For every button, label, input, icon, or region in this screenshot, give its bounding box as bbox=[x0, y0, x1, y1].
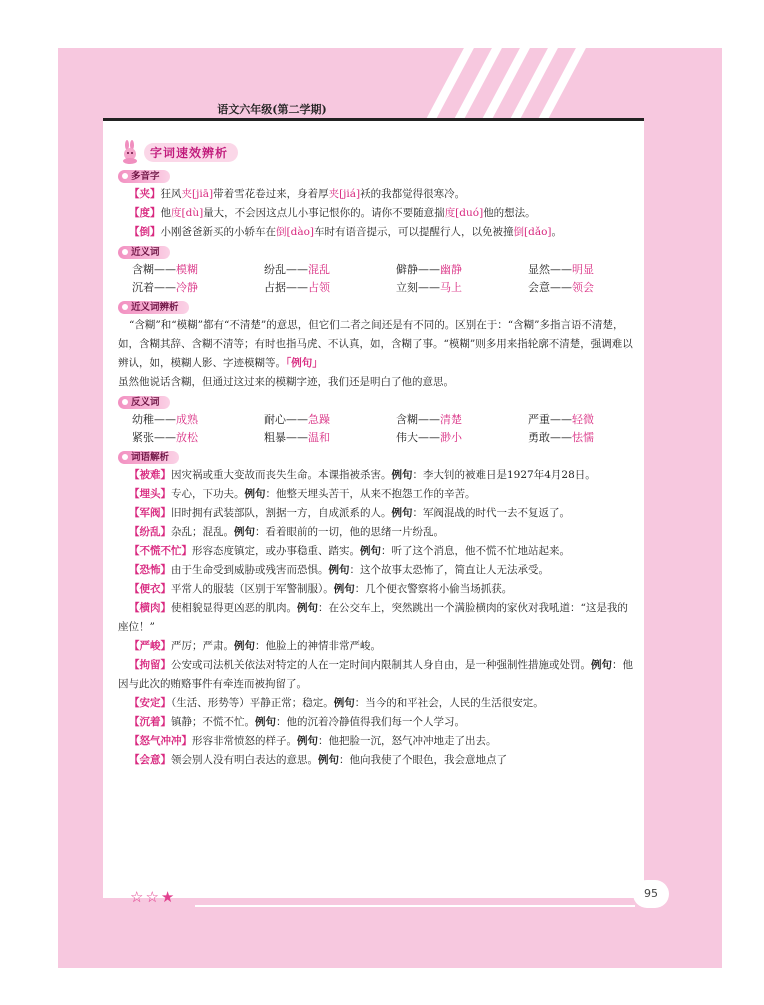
antonym-pair bbox=[264, 411, 396, 429]
word-example: ：听了这个消息，他不慌不忙地站起来。 bbox=[381, 545, 570, 557]
word-meaning-list bbox=[118, 466, 638, 770]
pinyin-reading: 度[dù] bbox=[171, 207, 204, 219]
word-meaning-item bbox=[118, 504, 638, 523]
page-header-title: 语文六年级(第二学期) bbox=[217, 103, 327, 116]
polyphone-text: 带着雪花卷过来，身着厚 bbox=[213, 188, 329, 200]
example-label: 例句 bbox=[244, 488, 266, 500]
synonym-answer: 明显 bbox=[572, 263, 594, 276]
antonym-word: 紧张—— bbox=[132, 431, 176, 444]
word-meaning-item bbox=[118, 523, 638, 542]
synonym-word: 含糊—— bbox=[132, 263, 176, 276]
polyphone-item bbox=[118, 223, 638, 242]
word-definition: 专心，下功夫。 bbox=[171, 488, 245, 500]
word-definition: 由于生命受到威胁或残害而恐惧。 bbox=[171, 564, 329, 576]
word-key: 【沉着】 bbox=[129, 716, 171, 728]
word-definition: 形容态度镇定，或办事稳重、踏实。 bbox=[192, 545, 360, 557]
polyphone-key: 【度】 bbox=[129, 207, 161, 219]
example-label: 例句 bbox=[318, 754, 339, 766]
synonym-answer: 占领 bbox=[308, 281, 330, 294]
synonym-word: 沉着—— bbox=[132, 281, 176, 294]
word-definition: （生活、形势等）平静正常；稳定。 bbox=[171, 697, 334, 709]
example-label: 例句 bbox=[333, 583, 355, 595]
word-key: 【埋头】 bbox=[129, 488, 171, 500]
synonym-pair bbox=[396, 279, 528, 297]
antonym-answer: 轻微 bbox=[572, 413, 594, 426]
word-meaning-item bbox=[118, 694, 638, 713]
word-definition: 领会别人没有明白表达的意思。 bbox=[171, 754, 318, 766]
synonym-answer: 幽静 bbox=[440, 263, 462, 276]
synonym-answer: 领会 bbox=[572, 281, 594, 294]
footer-rule bbox=[195, 905, 635, 907]
example-label: 例句 bbox=[234, 640, 255, 652]
pinyin-reading: 夹[jiā] bbox=[181, 188, 214, 200]
synonym-answer: 冷静 bbox=[176, 281, 198, 294]
word-key: 【军阀】 bbox=[129, 507, 171, 519]
example-label: 例句 bbox=[297, 602, 318, 614]
synonym-analysis-example: 虽然他说话含糊，但通过这过来的模糊字迹，我们还是明白了他的意思。 bbox=[118, 376, 454, 388]
word-example: ：当今的和平社会，人民的生活很安定。 bbox=[354, 697, 544, 709]
polyphone-text: 。 bbox=[551, 226, 562, 238]
synonym-word: 纷乱—— bbox=[264, 263, 308, 276]
antonym-word: 幼稚—— bbox=[132, 413, 176, 426]
polyphone-text: 袄的我都觉得很寒冷。 bbox=[360, 188, 466, 200]
main-content bbox=[118, 140, 638, 770]
synonym-pair bbox=[528, 279, 652, 297]
example-label: 例句 bbox=[391, 469, 413, 481]
word-meaning-item bbox=[118, 599, 638, 637]
synonym-answer: 马上 bbox=[440, 281, 462, 294]
antonym-pair bbox=[396, 411, 528, 429]
antonym-pair bbox=[528, 429, 652, 447]
word-key: 【会意】 bbox=[129, 754, 171, 766]
synonym-answer: 模糊 bbox=[176, 263, 198, 276]
polyphone-text: 量大，不会因这点儿小事记恨你的。请你不要随意揣 bbox=[203, 207, 445, 219]
header-rule bbox=[103, 118, 644, 121]
word-definition: 平常人的服装（区别于军警制服）。 bbox=[171, 583, 334, 595]
star-rating bbox=[130, 890, 174, 905]
polyphone-item bbox=[118, 185, 638, 204]
word-meaning-item bbox=[118, 732, 638, 751]
example-label: 例句 bbox=[234, 526, 255, 538]
antonym-answer: 渺小 bbox=[440, 431, 462, 444]
synonym-pair bbox=[132, 261, 264, 279]
example-label: 例句 bbox=[391, 507, 413, 519]
word-definition: 旧时拥有武装部队，割据一方，自成派系的人。 bbox=[171, 507, 392, 519]
antonym-word: 伟大—— bbox=[396, 431, 440, 444]
word-example: ：看着眼前的一切，他的思绪一片纷乱。 bbox=[255, 526, 444, 538]
word-definition: 使相貌显得更凶恶的肌肉。 bbox=[171, 602, 297, 614]
word-example: ：他向我使了个眼色，我会意地点了 bbox=[339, 754, 507, 766]
word-meaning-item bbox=[118, 542, 638, 561]
example-label: 「例句」 bbox=[286, 357, 323, 369]
word-meaning-item bbox=[118, 466, 638, 485]
section-tag-polyphones: 多音字 bbox=[118, 168, 638, 184]
example-label: 例句 bbox=[328, 564, 350, 576]
star-outline-icon: ☆ bbox=[145, 888, 159, 906]
polyphone-text: 小刚爸爸新买的小轿车在 bbox=[160, 226, 276, 238]
synonym-word: 会意—— bbox=[528, 281, 572, 294]
word-key: 【便衣】 bbox=[129, 583, 171, 595]
polyphone-item bbox=[118, 204, 638, 223]
word-meaning-item bbox=[118, 751, 638, 770]
word-meaning-item bbox=[118, 580, 638, 599]
word-example: ：他整天埋头苦干，从来不抱怨工作的辛苦。 bbox=[265, 488, 476, 500]
word-key: 【怒气冲冲】 bbox=[129, 735, 192, 747]
section-tag-antonyms: 反义词 bbox=[118, 394, 638, 410]
antonym-answer: 怯懦 bbox=[572, 431, 594, 444]
antonym-answer: 放松 bbox=[176, 431, 198, 444]
antonym-word: 含糊—— bbox=[396, 413, 440, 426]
pinyin-reading: 夹[jiá] bbox=[328, 188, 361, 200]
synonym-word: 显然—— bbox=[528, 263, 572, 276]
word-example: ：这个故事太恐怖了，简直让人无法承受。 bbox=[349, 564, 549, 576]
word-key: 【不慌不忙】 bbox=[129, 545, 192, 557]
word-meaning-item bbox=[118, 713, 638, 732]
polyphone-list bbox=[118, 185, 638, 242]
word-example: ：在公交车上，突然跳出一个满脸横肉的家伙对我吼道：“这是我的座位！” bbox=[118, 602, 628, 633]
example-label: 例句 bbox=[333, 697, 355, 709]
word-definition: 公安或司法机关依法对特定的人在一定时间内限制其人身自由，是一种强制性措施或处罚。 bbox=[171, 659, 591, 671]
word-definition: 杂乱；混乱。 bbox=[171, 526, 234, 538]
antonym-answer: 急躁 bbox=[308, 413, 330, 426]
antonym-word: 严重—— bbox=[528, 413, 572, 426]
antonym-answer: 成熟 bbox=[176, 413, 198, 426]
polyphone-text: 狂风 bbox=[160, 188, 182, 200]
example-label: 例句 bbox=[360, 545, 381, 557]
synonym-word: 僻静—— bbox=[396, 263, 440, 276]
synonym-pair bbox=[264, 261, 396, 279]
synonym-word: 立刻—— bbox=[396, 281, 440, 294]
word-example: ：他脸上的神情非常严峻。 bbox=[255, 640, 381, 652]
word-meaning-item bbox=[118, 561, 638, 580]
word-key: 【恐怖】 bbox=[129, 564, 171, 576]
word-key: 【拘留】 bbox=[129, 659, 171, 671]
word-example: ：李大钊的被难日是1927年4月28日。 bbox=[412, 469, 596, 481]
word-example: ：他的沉着冷静值得我们每一个人学习。 bbox=[276, 716, 465, 728]
synonym-pair bbox=[396, 261, 528, 279]
example-label: 例句 bbox=[297, 735, 318, 747]
section-tag-word-meanings: 词语解析 bbox=[118, 449, 638, 465]
pinyin-reading: 倒[dào] bbox=[276, 226, 314, 238]
antonym-answer: 清楚 bbox=[440, 413, 462, 426]
polyphone-text: 车时有语音提示，可以提醒行人，以免被撞 bbox=[314, 226, 514, 238]
word-meaning-item bbox=[118, 485, 638, 504]
synonym-pair bbox=[132, 279, 264, 297]
antonym-pair bbox=[132, 429, 264, 447]
section-tag-synonyms: 近义词 bbox=[118, 244, 638, 260]
pinyin-reading: 度[duó] bbox=[444, 207, 484, 219]
page-number: 95 bbox=[633, 880, 669, 908]
antonym-word: 耐心—— bbox=[264, 413, 308, 426]
word-example: ：他因与此次的贿赂事件有牵连而被拘留了。 bbox=[118, 659, 633, 690]
star-outline-icon: ☆ bbox=[130, 888, 144, 906]
synonym-word: 占据—— bbox=[264, 281, 308, 294]
header-stripes bbox=[420, 48, 722, 118]
word-key: 【安定】 bbox=[129, 697, 171, 709]
section-tag-synonym-analysis: 近义词辨析 bbox=[118, 299, 638, 315]
word-definition: 严厉；严肃。 bbox=[171, 640, 234, 652]
word-example: ：军阀混战的时代一去不复返了。 bbox=[412, 507, 570, 519]
example-label: 例句 bbox=[255, 716, 276, 728]
polyphone-key: 【夹】 bbox=[129, 188, 161, 200]
rabbit-icon bbox=[118, 140, 144, 164]
word-meaning-item bbox=[118, 656, 638, 694]
synonym-answer: 混乱 bbox=[308, 263, 330, 276]
polyphone-text: 他的想法。 bbox=[483, 207, 536, 219]
title-banner bbox=[118, 140, 638, 164]
pinyin-reading: 倒[dǎo] bbox=[513, 226, 552, 238]
polyphone-key: 【倒】 bbox=[129, 226, 161, 238]
word-example: ：他把脸一沉，怒气冲冲地走了出去。 bbox=[318, 735, 497, 747]
polyphone-text: 他 bbox=[160, 207, 171, 219]
antonym-word: 粗暴—— bbox=[264, 431, 308, 444]
word-example: ：几个便衣警察将小偷当场抓获。 bbox=[354, 583, 513, 595]
antonym-pair bbox=[264, 429, 396, 447]
word-meaning-item bbox=[118, 637, 638, 656]
antonym-answer: 温和 bbox=[308, 431, 330, 444]
antonym-pair bbox=[396, 429, 528, 447]
word-key: 【横肉】 bbox=[129, 602, 171, 614]
star-filled-icon: ★ bbox=[160, 888, 175, 906]
synonym-pair bbox=[528, 261, 652, 279]
word-key: 【纷乱】 bbox=[129, 526, 171, 538]
word-definition: 因灾祸或重大变故而丧失生命。本课指被杀害。 bbox=[171, 469, 392, 481]
antonym-pair bbox=[528, 411, 652, 429]
antonym-pair bbox=[132, 411, 264, 429]
word-definition: 形容非常愤怒的样子。 bbox=[192, 735, 297, 747]
antonym-word: 勇敢—— bbox=[528, 431, 572, 444]
section-banner-title: 字词速效辨析 bbox=[144, 143, 238, 162]
synonym-grid bbox=[118, 261, 638, 297]
antonym-grid bbox=[118, 411, 638, 447]
word-key: 【严峻】 bbox=[129, 640, 171, 652]
synonym-analysis-text: “含糊”和“模糊”都有“不清楚”的意思，但它们二者之间还是有不同的。区别在于：“含糊”多指言语不清楚，如，含糊其辞、含糊不清等；有时也指马虎、不认真，如，含糊了事。“模糊”则多用来指轮廓不清楚，强调难以辨认，如，模糊人影、字迹模糊等。「例句」 bbox=[118, 319, 633, 369]
word-key: 【被难】 bbox=[129, 469, 171, 481]
word-definition: 镇静；不慌不忙。 bbox=[171, 716, 255, 728]
example-label: 例句 bbox=[591, 659, 612, 671]
synonym-pair bbox=[264, 279, 396, 297]
